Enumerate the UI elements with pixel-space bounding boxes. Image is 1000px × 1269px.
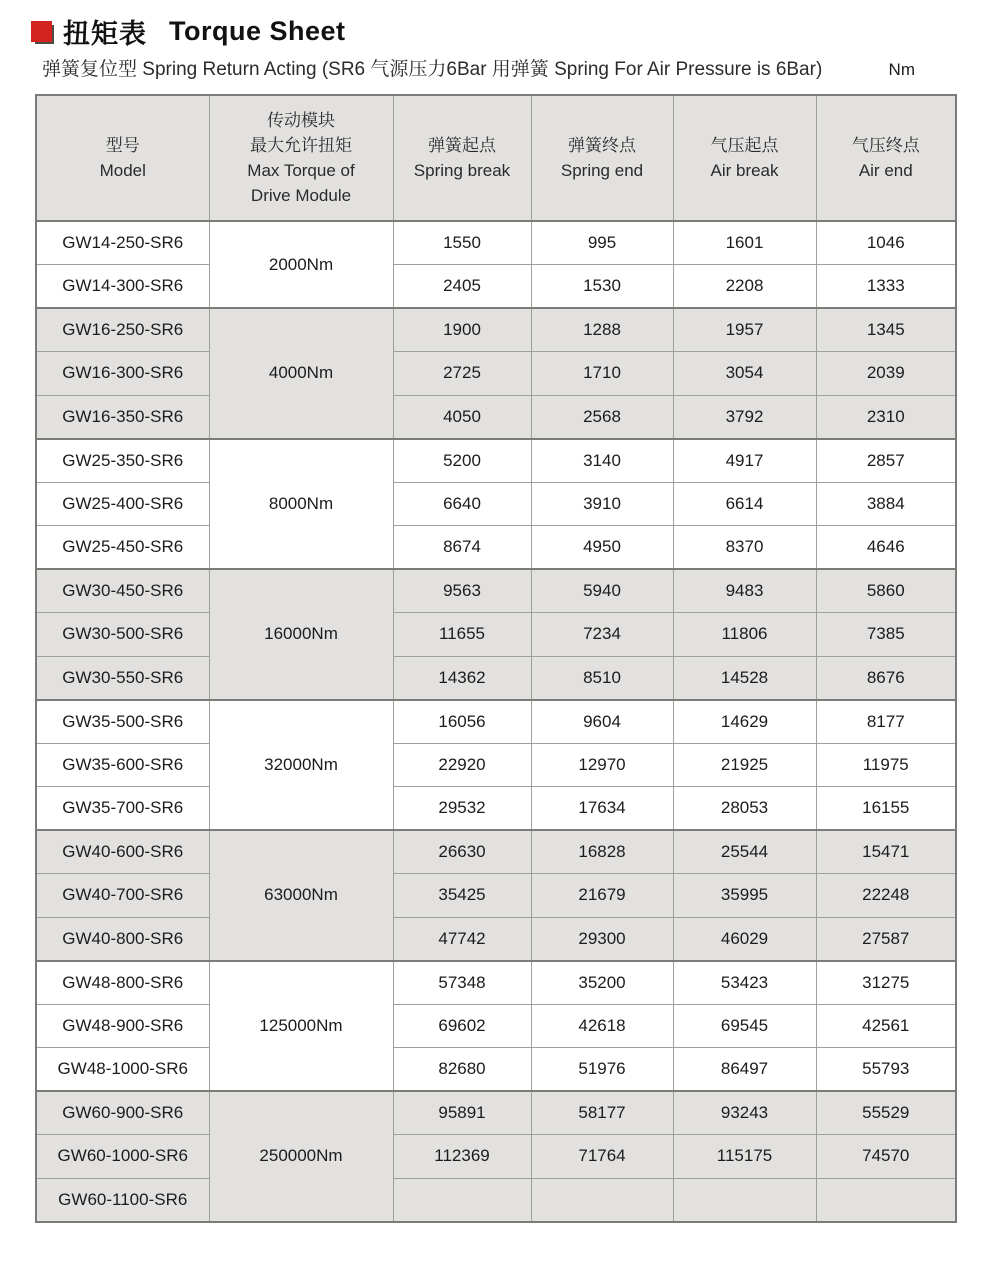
- value-cell: 35425: [393, 874, 531, 918]
- column-header-line: 弹簧起点: [428, 136, 496, 155]
- value-cell: 4050: [393, 395, 531, 439]
- value-cell: 2568: [531, 395, 673, 439]
- value-cell: 14528: [673, 656, 816, 700]
- header-row: [36, 95, 956, 221]
- value-cell: 53423: [673, 961, 816, 1005]
- value-cell: 11655: [393, 613, 531, 657]
- value-cell: 1288: [531, 308, 673, 352]
- value-cell: 6614: [673, 482, 816, 526]
- table-body: [36, 221, 956, 1222]
- value-cell: 8676: [816, 656, 956, 700]
- table-row: [36, 1004, 956, 1048]
- table-row: [36, 1048, 956, 1092]
- table-row: [36, 221, 956, 265]
- value-cell: 42561: [816, 1004, 956, 1048]
- value-cell: 1957: [673, 308, 816, 352]
- column-header-line: Air break: [710, 161, 779, 180]
- value-cell: 112369: [393, 1135, 531, 1179]
- value-cell: 7234: [531, 613, 673, 657]
- torque-cell: 16000Nm: [209, 569, 393, 700]
- value-cell: 2310: [816, 395, 956, 439]
- table-row: [36, 1135, 956, 1179]
- value-cell: 9483: [673, 569, 816, 613]
- value-cell: 9604: [531, 700, 673, 744]
- value-cell: 46029: [673, 917, 816, 961]
- model-cell: GW16-350-SR6: [36, 395, 209, 439]
- unit-label: Nm: [888, 60, 915, 79]
- value-cell: 2725: [393, 352, 531, 396]
- torque-cell: 63000Nm: [209, 830, 393, 961]
- model-cell: GW16-250-SR6: [36, 308, 209, 352]
- column-header-line: Model: [99, 161, 146, 180]
- column-header-line: 气压起点: [710, 136, 779, 155]
- value-cell: 55529: [816, 1091, 956, 1135]
- torque-cell: 125000Nm: [209, 961, 393, 1092]
- model-cell: GW40-800-SR6: [36, 917, 209, 961]
- value-cell: 15471: [816, 830, 956, 874]
- value-cell: 25544: [673, 830, 816, 874]
- value-cell: 16056: [393, 700, 531, 744]
- model-cell: GW14-300-SR6: [36, 265, 209, 309]
- value-cell: 21679: [531, 874, 673, 918]
- model-cell: GW14-250-SR6: [36, 221, 209, 265]
- model-cell: GW48-900-SR6: [36, 1004, 209, 1048]
- model-cell: GW30-550-SR6: [36, 656, 209, 700]
- value-cell: 16155: [816, 787, 956, 831]
- value-cell: 26630: [393, 830, 531, 874]
- model-cell: GW30-450-SR6: [36, 569, 209, 613]
- column-header: [393, 95, 531, 221]
- model-cell: GW25-450-SR6: [36, 526, 209, 570]
- column-header-line: Spring break: [413, 161, 511, 180]
- table-row: [36, 1178, 956, 1222]
- value-cell: 93243: [673, 1091, 816, 1135]
- page-subtitle: 弹簧复位型 Spring Return Acting (SR6 气源压力6Bar 用弹簧 Spring For Air Pressure is 6Bar): [42, 59, 823, 80]
- table-row: [36, 395, 956, 439]
- value-cell: 35995: [673, 874, 816, 918]
- value-cell: 29300: [531, 917, 673, 961]
- value-cell: 28053: [673, 787, 816, 831]
- column-header-line: Spring end: [560, 161, 644, 180]
- value-cell: 5200: [393, 439, 531, 483]
- table-row: [36, 656, 956, 700]
- model-cell: GW40-700-SR6: [36, 874, 209, 918]
- table-row: [36, 961, 956, 1005]
- column-header-line: 型号: [105, 136, 140, 155]
- value-cell: 1333: [816, 265, 956, 309]
- value-cell: 3054: [673, 352, 816, 396]
- value-cell: 3792: [673, 395, 816, 439]
- page-title-cn: 扭矩表: [63, 18, 147, 49]
- column-header-line: 传动模块: [267, 111, 335, 130]
- model-cell: GW30-500-SR6: [36, 613, 209, 657]
- column-header: [209, 95, 393, 221]
- value-cell: 2208: [673, 265, 816, 309]
- table-row: [36, 700, 956, 744]
- value-cell: 22248: [816, 874, 956, 918]
- value-cell: 7385: [816, 613, 956, 657]
- value-cell: 29532: [393, 787, 531, 831]
- column-header-line: Air end: [858, 161, 913, 180]
- table-row: [36, 613, 956, 657]
- table-row: [36, 352, 956, 396]
- column-header-line: 气压终点: [851, 136, 920, 155]
- table-row: [36, 874, 956, 918]
- column-header: [816, 95, 956, 221]
- value-cell: 3884: [816, 482, 956, 526]
- table-row: [36, 569, 956, 613]
- value-cell: 9563: [393, 569, 531, 613]
- value-cell: 12970: [531, 743, 673, 787]
- value-cell: 35200: [531, 961, 673, 1005]
- model-cell: GW60-1000-SR6: [36, 1135, 209, 1179]
- value-cell: 1530: [531, 265, 673, 309]
- value-cell: 8370: [673, 526, 816, 570]
- value-cell: 31275: [816, 961, 956, 1005]
- value-cell: 69545: [673, 1004, 816, 1048]
- value-cell: 8674: [393, 526, 531, 570]
- column-header-line: Drive Module: [250, 186, 352, 205]
- value-cell: [531, 1178, 673, 1222]
- table-row: [36, 830, 956, 874]
- value-cell: 115175: [673, 1135, 816, 1179]
- torque-cell: 32000Nm: [209, 700, 393, 831]
- torque-cell: 8000Nm: [209, 439, 393, 570]
- value-cell: 27587: [816, 917, 956, 961]
- value-cell: [673, 1178, 816, 1222]
- torque-cell: 2000Nm: [209, 221, 393, 308]
- page-title-en: Torque Sheet: [169, 15, 346, 46]
- subtitle-row: [42, 54, 915, 81]
- model-cell: GW25-400-SR6: [36, 482, 209, 526]
- value-cell: 55793: [816, 1048, 956, 1092]
- value-cell: 4950: [531, 526, 673, 570]
- value-cell: 71764: [531, 1135, 673, 1179]
- table-head: [36, 95, 956, 221]
- table-row: [36, 439, 956, 483]
- value-cell: 16828: [531, 830, 673, 874]
- value-cell: 1046: [816, 221, 956, 265]
- value-cell: 74570: [816, 1135, 956, 1179]
- value-cell: 995: [531, 221, 673, 265]
- red-square-icon: [31, 21, 52, 42]
- value-cell: 82680: [393, 1048, 531, 1092]
- value-cell: [816, 1178, 956, 1222]
- model-cell: GW40-600-SR6: [36, 830, 209, 874]
- torque-table: [35, 94, 957, 1223]
- value-cell: 5940: [531, 569, 673, 613]
- value-cell: 1550: [393, 221, 531, 265]
- model-cell: GW16-300-SR6: [36, 352, 209, 396]
- value-cell: 4917: [673, 439, 816, 483]
- table-row: [36, 482, 956, 526]
- value-cell: 11806: [673, 613, 816, 657]
- model-cell: GW35-500-SR6: [36, 700, 209, 744]
- value-cell: 1900: [393, 308, 531, 352]
- value-cell: 5860: [816, 569, 956, 613]
- value-cell: 8510: [531, 656, 673, 700]
- value-cell: 47742: [393, 917, 531, 961]
- value-cell: [393, 1178, 531, 1222]
- torque-cell: 250000Nm: [209, 1091, 393, 1222]
- table-row: [36, 787, 956, 831]
- column-header: [673, 95, 816, 221]
- column-header: [36, 95, 209, 221]
- value-cell: 2039: [816, 352, 956, 396]
- torque-cell: 4000Nm: [209, 308, 393, 439]
- value-cell: 17634: [531, 787, 673, 831]
- column-header-line: 弹簧终点: [568, 136, 636, 155]
- value-cell: 58177: [531, 1091, 673, 1135]
- value-cell: 6640: [393, 482, 531, 526]
- value-cell: 95891: [393, 1091, 531, 1135]
- value-cell: 21925: [673, 743, 816, 787]
- value-cell: 4646: [816, 526, 956, 570]
- model-cell: GW35-600-SR6: [36, 743, 209, 787]
- value-cell: 1601: [673, 221, 816, 265]
- table-row: [36, 743, 956, 787]
- value-cell: 1345: [816, 308, 956, 352]
- value-cell: 2405: [393, 265, 531, 309]
- model-cell: GW60-900-SR6: [36, 1091, 209, 1135]
- model-cell: GW48-1000-SR6: [36, 1048, 209, 1092]
- value-cell: 2857: [816, 439, 956, 483]
- model-cell: GW35-700-SR6: [36, 787, 209, 831]
- page-title: [31, 13, 1000, 49]
- value-cell: 86497: [673, 1048, 816, 1092]
- value-cell: 42618: [531, 1004, 673, 1048]
- model-cell: GW60-1100-SR6: [36, 1178, 209, 1222]
- value-cell: 11975: [816, 743, 956, 787]
- table-row: [36, 265, 956, 309]
- table-row: [36, 308, 956, 352]
- value-cell: 57348: [393, 961, 531, 1005]
- column-header-line: Max Torque of: [247, 161, 355, 180]
- table-row: [36, 917, 956, 961]
- value-cell: 3140: [531, 439, 673, 483]
- value-cell: 3910: [531, 482, 673, 526]
- table-row: [36, 526, 956, 570]
- value-cell: 1710: [531, 352, 673, 396]
- model-cell: GW48-800-SR6: [36, 961, 209, 1005]
- value-cell: 14629: [673, 700, 816, 744]
- table-row: [36, 1091, 956, 1135]
- model-cell: GW25-350-SR6: [36, 439, 209, 483]
- column-header: [531, 95, 673, 221]
- value-cell: 69602: [393, 1004, 531, 1048]
- value-cell: 51976: [531, 1048, 673, 1092]
- value-cell: 8177: [816, 700, 956, 744]
- value-cell: 22920: [393, 743, 531, 787]
- value-cell: 14362: [393, 656, 531, 700]
- column-header-line: 最大允许扭矩: [250, 136, 352, 155]
